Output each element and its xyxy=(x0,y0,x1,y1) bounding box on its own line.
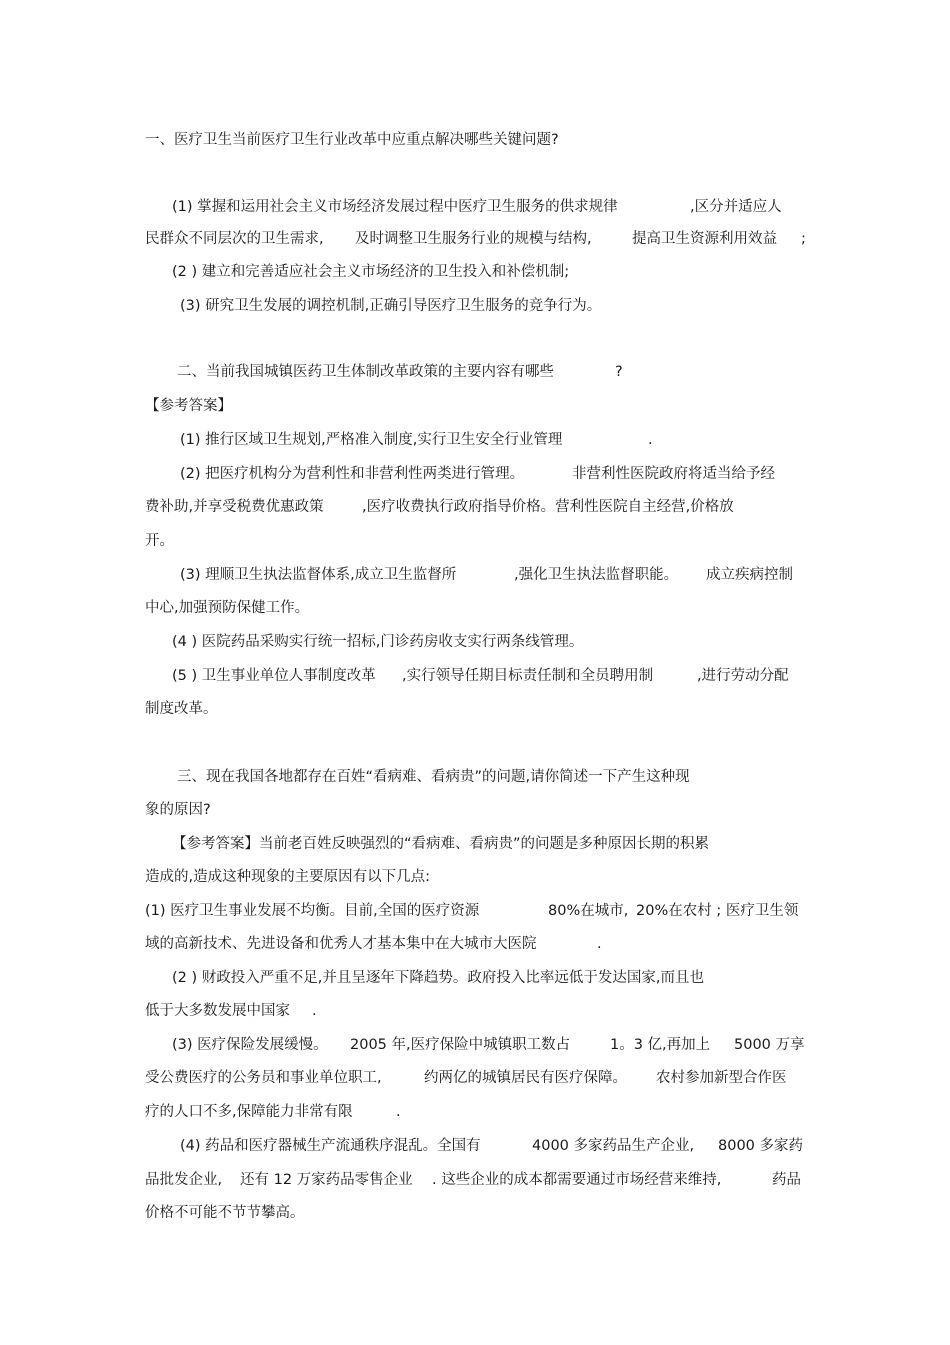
q2-title-mark: ? xyxy=(615,364,623,380)
q3-p3-part8: 疗的人口不多,保障能力非常有限 xyxy=(145,1104,353,1120)
q2-p5-part1: (5 ) 卫生事业单位人事制度改革 xyxy=(172,668,376,684)
q1-p2: (2 ) 建立和完善适应社会主义市场经济的卫生投入和补偿机制; xyxy=(172,264,570,280)
q1-title: 一、医疗卫生当前医疗卫生行业改革中应重点解决哪些关键问题? xyxy=(145,132,559,148)
q3-p4-part1: (4) 药品和医疗器械生产流通秩序混乱。全国有 xyxy=(180,1138,481,1154)
q2-p5-part4: 制度改革。 xyxy=(145,701,218,717)
q3-answer-line1: 【参考答案】当前老百姓反映强烈的“看病难、看病贵”的问题是多种原因长期的积累 xyxy=(172,836,710,852)
q3-p1-part5: . xyxy=(597,936,602,952)
q2-title: 二、当前我国城镇医药卫生体制改革政策的主要内容有哪些 xyxy=(177,364,554,380)
q2-p1-part2: . xyxy=(648,432,653,448)
q1-p1-part4: 及时调整卫生服务行业的规模与结构, xyxy=(355,231,592,247)
q2-p3-part2: ,强化卫生执法监督职能。 xyxy=(514,567,679,583)
q3-p4-part6: . 这些企业的成本都需要通过市场经营来维持, xyxy=(432,1172,722,1188)
q1-p1-part2: ,区分并适应人 xyxy=(690,199,782,215)
q2-p2-part2: 非营利性医院政府将适当给予经 xyxy=(572,466,775,482)
q1-p1-part3: 民群众不同层次的卫生需求, xyxy=(145,231,324,247)
q1-p1-part1: (1) 掌握和运用社会主义市场经济发展过程中医疗卫生服务的供求规律 xyxy=(172,199,618,215)
q3-p4-part5: 还有 12 万家药品零售企业 xyxy=(240,1172,413,1188)
q1-p3: (3) 研究卫生发展的调控机制,正确引导医疗卫生服务的竞争行为。 xyxy=(180,298,602,314)
q3-p4-part2: 4000 多家药品生产企业, xyxy=(532,1138,695,1154)
q3-p4-part8: 价格不可能不节节攀高。 xyxy=(145,1205,305,1221)
q3-p3-part6: 约两亿的城镇居民有医疗保障。 xyxy=(424,1070,627,1086)
q2-p3-part4: 中心,加强预防保健工作。 xyxy=(145,600,310,616)
q2-p2-part3: 费补助,并享受税费优惠政策 xyxy=(145,499,324,515)
q3-p3-part5: 受公费医疗的公务员和事业单位职工, xyxy=(145,1070,382,1086)
q2-p3-part1: (3) 理顺卫生执法监督体系,成立卫生监督所 xyxy=(180,567,457,583)
q2-p5-part3: ,进行劳动分配 xyxy=(697,668,789,684)
q3-p1-part1: (1) 医疗卫生事业发展不均衡。目前,全国的医疗资源 xyxy=(145,903,480,919)
q2-p2-part1: (2) 把医疗机构分为营利性和非营利性两类进行管理。 xyxy=(180,466,525,482)
q3-title-line1: 三、现在我国各地都存在百姓“看病难、看病贵”的问题,请你简述一下产生这种现 xyxy=(177,769,690,785)
q2-p3-part3: 成立疾病控制 xyxy=(706,567,793,583)
q3-p3-part1: (3) 医疗保险发展缓慢。 xyxy=(172,1037,328,1053)
q2-p2-part4: ,医疗收费执行政府指导价格。营利性医院自主经营,价格放 xyxy=(362,499,734,515)
q2-answer-label: 【参考答案】 xyxy=(145,398,232,414)
q3-p4-part4: 品批发企业, xyxy=(145,1172,223,1188)
q3-p4-part3: 8000 多家药 xyxy=(718,1138,804,1154)
q3-p3-part9: . xyxy=(396,1104,401,1120)
q2-p1-part1: (1) 推行区域卫生规划,严格准入制度,实行卫生安全行业管理 xyxy=(180,432,563,448)
q3-p2-part3: . xyxy=(312,1003,317,1019)
q3-p3-part4: 5000 万享 xyxy=(734,1037,805,1053)
q3-answer-line2: 造成的,造成这种现象的主要原因有以下几点: xyxy=(145,869,430,885)
q1-p1-part5: 提高卫生资源利用效益 xyxy=(632,231,777,247)
q3-p3-part3: 1。3 亿,再加上 xyxy=(610,1037,711,1053)
q3-p4-part7: 药品 xyxy=(772,1172,801,1188)
q3-p1-part4: 域的高新技术、先进设备和优秀人才基本集中在大城市大医院 xyxy=(145,936,537,952)
q3-p3-part2: 2005 年,医疗保险中城镇职工数占 xyxy=(350,1037,571,1053)
q3-p2-part2: 低于大多数发展中国家 xyxy=(145,1003,290,1019)
q2-p5-part2: ,实行领导任期目标责任制和全员聘用制 xyxy=(402,668,654,684)
q3-p3-part7: 农村参加新型合作医 xyxy=(656,1070,787,1086)
q1-p1-part6: ; xyxy=(801,231,806,247)
q2-p2-part5: 开。 xyxy=(145,533,174,549)
q2-p4: (4 ) 医院药品采购实行统一招标,门诊药房收支实行两条线管理。 xyxy=(172,634,584,650)
q3-p1-part2: 80%在城市, xyxy=(548,903,629,919)
q3-p2-line1: (2 ) 财政投入严重不足,并且呈逐年下降趋势。政府投入比率远低于发达国家,而且也 xyxy=(172,970,704,986)
q3-title-line2: 象的原因? xyxy=(145,802,211,818)
q3-p1-part3: 20%在农村 ; 医疗卫生领 xyxy=(636,903,799,919)
